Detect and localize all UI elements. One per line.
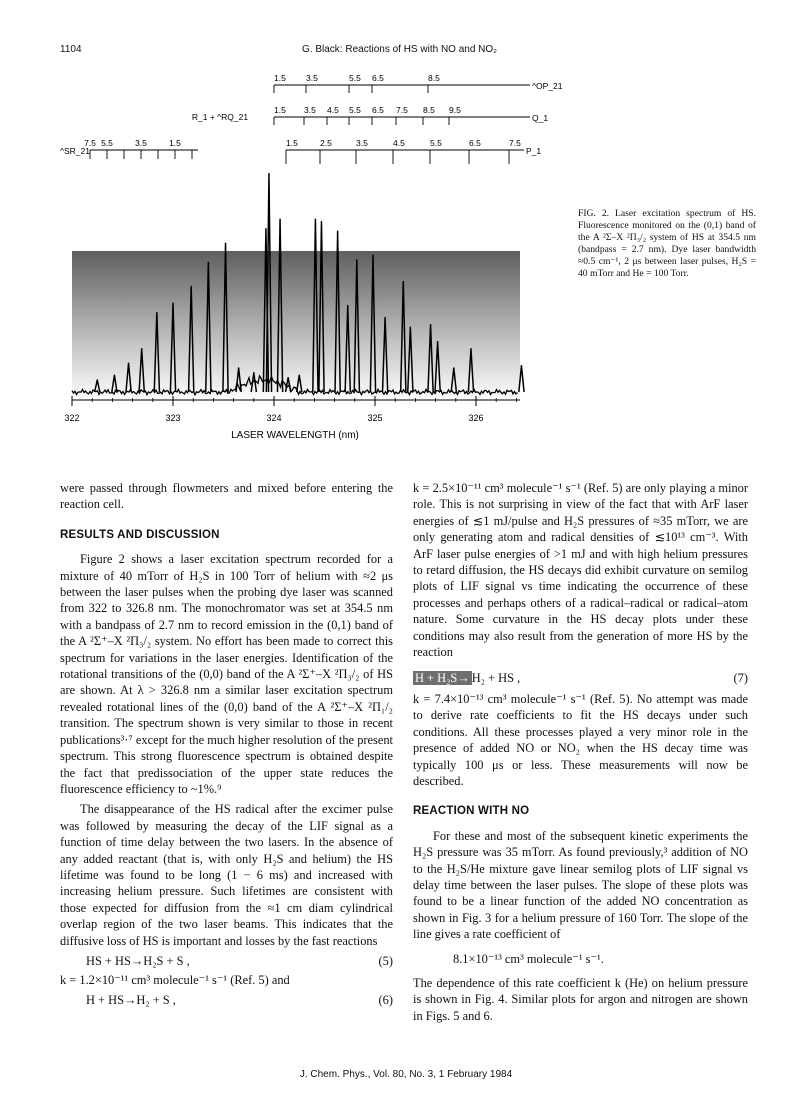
paragraph: k = 7.4×10⁻¹³ cm³ molecule⁻¹ s⁻¹ (Ref. 5). No attempt was made to derive rate coefficients to fit the HS decays under such conditions. All these processes played a very minor role in the presence of added NO or NO₂ when the HS decay time was typically 100 μs or less. These measurements will now be described. (413, 691, 748, 788)
highlighted-text: H + H₂S→ (415, 671, 470, 686)
branch-name: ^SR_21 (60, 146, 90, 156)
left-column (60, 480, 393, 1011)
branch-tick-label: 1.5 (286, 138, 298, 148)
branch-tick-label: 9.5 (449, 105, 461, 115)
spectrum-figure (50, 60, 563, 445)
equation-7 (413, 670, 748, 686)
branch-tick-label: 1.5 (274, 73, 286, 83)
branch-name: P_1 (526, 146, 542, 156)
x-axis-label: LASER WAVELENGTH (nm) (231, 430, 359, 441)
branch-tick-label: 2.5 (320, 138, 332, 148)
equation-body: HS + HS→H₂S + S , (86, 953, 190, 968)
paragraph: Figure 2 shows a laser excitation spectrum recorded for a mixture of 40 mTorr of H₂S in 100 Torr of helium with ≈2 μs between the laser pulses when the probing dye laser was scanned from 322 to 326.8 nm. The monochromator was set at 354.5 nm with a bandpass of 2.7 nm to record emission in the (0,1) band of the A ²Σ⁺–X ²Π₃/₂ system. No effort has been made to correct this spectrum for variations in the laser energies. Identification of the rotational transitions of the (0,0) band of the A ²Σ⁺–X ²Π₃/₂ of HS are shown. At λ > 326.8 nm a similar laser excitation spectrum revealed rotational lines of the (0,0) band of the A ²Σ⁺–X ²Π₁/₂ transition. The spectrum shown is very similar to those in recent publications³·⁷ except for the much higher resolution of the present spectrum. This strong fluorescence spectrum is obtained despite the fact that predissociation of the upper state reduces the fluorescence efficiency to ~1%.⁹ (60, 552, 393, 796)
branch-tick-label: 5.5 (349, 73, 361, 83)
branch-tick-label: 8.5 (428, 73, 440, 83)
paragraph: The disappearance of the HS radical after the excimer pulse was followed by measuring the decay of the LIF signal as a function of time delay between the two lasers. In the absence of any added reactant (that is, with only H₂S and helium) the HS lifetime was found to be long (1 − 6 ms) and increased with increasing helium pressure. Such lifetimes are consistent with those expected for diffusion from the ≈1 cm diam cylindrical overlap region of the two laser beams. This indicates that the diffusive loss of HS is important and losses by the fast reactions (60, 802, 393, 948)
equation-body: H₂ + HS , (471, 671, 521, 686)
equation-5 (60, 953, 393, 969)
branch-tick-label: 6.5 (372, 73, 384, 83)
rotational-assignments (60, 73, 563, 164)
running-title: G. Black: Reactions of HS with NO and NO₂ (302, 44, 498, 55)
x-tick-label: 325 (367, 413, 383, 423)
paragraph: were passed through flowmeters and mixed before entering the reaction cell. (60, 481, 393, 512)
right-column (413, 480, 748, 1024)
branch-tick-label: 3.5 (356, 138, 368, 148)
x-tick-label: 326 (468, 413, 484, 423)
branch-tick-label: 4.5 (327, 105, 339, 115)
branch-name: Q_1 (532, 113, 549, 123)
branch-tick-label: 7.5 (396, 105, 408, 115)
branch-tick-label: 3.5 (306, 73, 318, 83)
section-heading: REACTION WITH NO (413, 805, 530, 818)
section-heading: RESULTS AND DISCUSSION (60, 528, 220, 541)
equation-number: (7) (733, 671, 748, 686)
paragraph: k = 2.5×10⁻¹¹ cm³ molecule⁻¹ s⁻¹ (Ref. 5) are only playing a minor role. This is not surprising in view of the fact that with ArF laser energies of ≲1 mJ/pulse and H₂S pressures of ≈35 mTorr, we are only generating atom and radical densities of ≲10¹³ cm⁻³. With ArF laser pulse energies of >1 mJ and with high helium pressures to retard diffusion, the HS decays did exhibit curvature on semilog plots of LIF signal vs time indicating the occurrence of these processes and perhaps others of a radical–radical or radical–atom nature. Some curvature in the HS decay plots under these conditions may also result from the generation of more HS by the reaction (413, 481, 748, 660)
branch-tick-label: 6.5 (469, 138, 481, 148)
journal-footer: J. Chem. Phys., Vol. 80, No. 3, 1 February 1984 (299, 1069, 513, 1080)
branch-tick-label: 5.5 (349, 105, 361, 115)
branch-tick-label: 6.5 (372, 105, 384, 115)
branch-tick-label: 5.5 (430, 138, 442, 148)
branch-tick-label: 1.5 (274, 105, 286, 115)
equation-number: (6) (378, 992, 393, 1007)
equation-6 (60, 992, 393, 1008)
branch-tick-label: 3.5 (135, 138, 147, 148)
branch-tick-label: 3.5 (304, 105, 316, 115)
branch-tick-label: 1.5 (169, 138, 181, 148)
paragraph: For these and most of the subsequent kinetic experiments the H₂S pressure was 35 mTorr. As found previously,³ addition of NO to the H₂S/He mixture gave linear semilog plots of LIF signal vs delay time between the laser pulses. The slope of these plots was found to be a linear function of the added NO concentration as shown in Fig. 3 for a helium pressure of 160 Torr. The slope of the line gives a rate coefficient of (413, 828, 748, 942)
branch-name: ^OP_21 (532, 81, 563, 91)
branch-tick-label: 7.5 (84, 138, 96, 148)
rate-constant-no (413, 951, 748, 967)
rate-constant-5 (60, 972, 393, 988)
branch-tick-label: 7.5 (509, 138, 521, 148)
paragraph: The dependence of this rate coefficient k (He) on helium pressure is shown in Fig. 4. Similar plots for argon and nitrogen are shown in Figs. 5 and 6. (413, 975, 748, 1023)
x-tick-label: 324 (266, 413, 282, 423)
x-tick-label: 323 (165, 413, 181, 423)
figure-caption: FIG. 2. Laser excitation spectrum of HS. Fluorescence monitored on the (0,1) band of the A ²Σ–X ²Π₃/₂ system of HS at 354.5 nm (bandpass = 2.7 nm). Dye laser bandwidth ≈0.5 cm⁻¹, 2 μs between laser pulses, H₂S = 40 mTorr and He = 100 Torr. (578, 208, 756, 279)
x-tick-label: 322 (64, 413, 80, 423)
equation-body: 8.1×10⁻¹³ cm³ molecule⁻¹ s⁻¹. (453, 951, 604, 966)
equation-number: (5) (378, 953, 393, 968)
equation-body: H + HS→H₂ + S , (86, 992, 176, 1007)
equation-body: k = 1.2×10⁻¹¹ cm³ molecule⁻¹ s⁻¹ (Ref. 5) and (60, 973, 290, 988)
page-number: 1104 (60, 44, 82, 55)
branch-tick-label: 4.5 (393, 138, 405, 148)
branch-name: R_1 + ^RQ_21 (191, 112, 249, 122)
branch-tick-label: 5.5 (101, 138, 113, 148)
branch-tick-label: 8.5 (423, 105, 435, 115)
